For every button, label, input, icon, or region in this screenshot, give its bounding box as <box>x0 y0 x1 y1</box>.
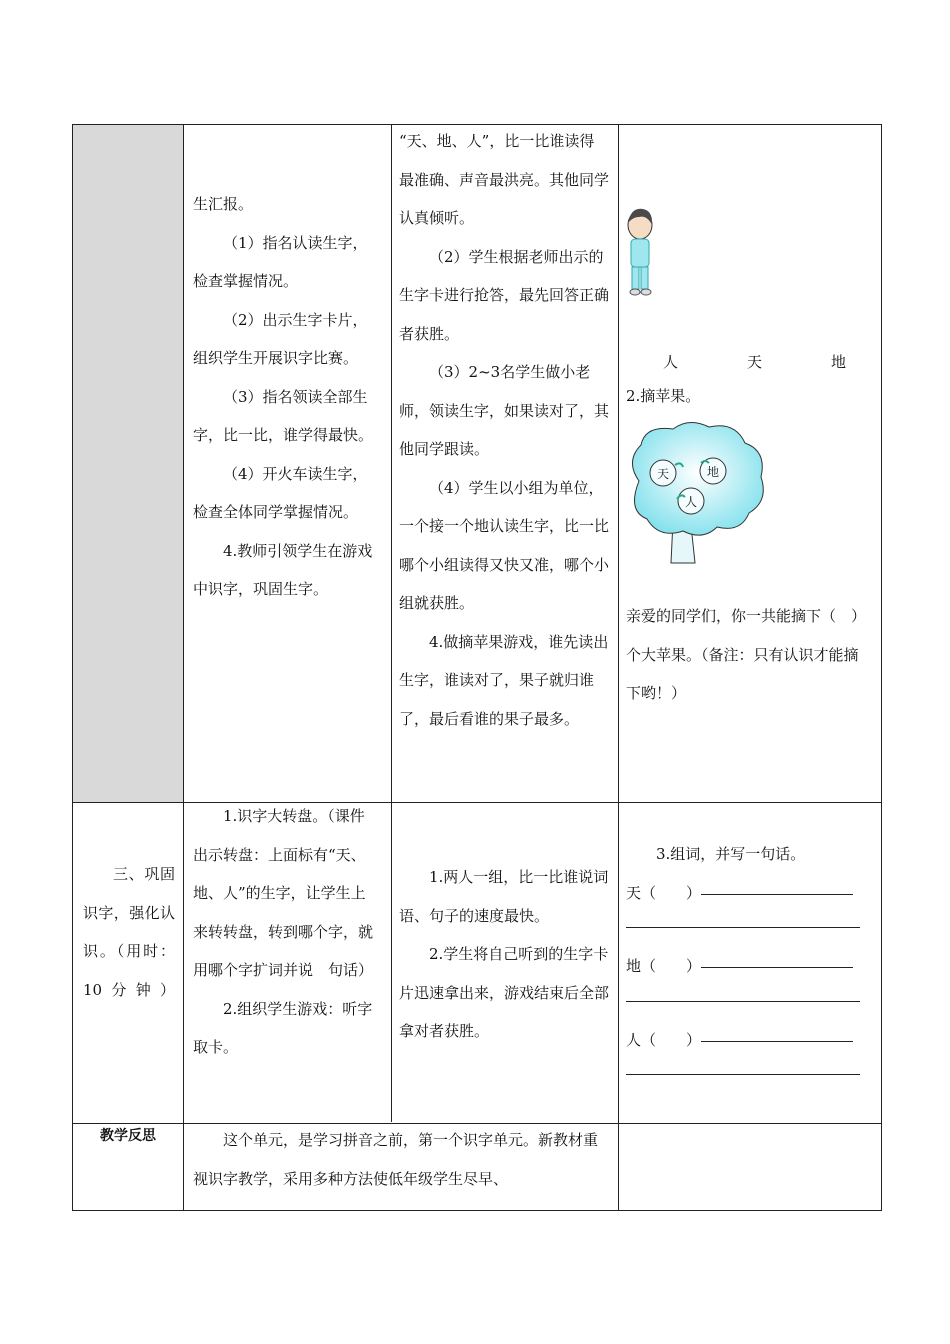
answer-line <box>626 926 860 928</box>
exercise-title: 3.组词，并写一句话。 <box>656 845 806 863</box>
text-paragraph: 1.识字大转盘。（课件出示转盘：上面标有“天、地、人”的生字，让学生上来转转盘，转到哪个字，就用哪个字扩词并说 句话） <box>193 807 374 979</box>
text-paragraph: 2.组织学生游戏：听字取卡。 <box>193 999 373 1056</box>
item-label: 天（ ） <box>626 883 702 902</box>
apple-tree-illustration <box>625 421 769 566</box>
char-row <box>626 343 876 382</box>
text-paragraph: 1.两人一组，比一比谁说词语、句子的速度最快。 <box>399 868 609 925</box>
text-paragraph: 2.学生将自己听到的生字卡片迅速拿出来，游戏结束后全部拿对者获胜。 <box>399 945 610 1040</box>
apple-char: 天 <box>656 467 670 481</box>
item-label: 地（ ） <box>626 957 702 975</box>
label-column-shade <box>73 125 183 802</box>
text-paragraph: “天、地、人”，比一比谁读得最准确、声音最洪亮。其他同学认真倾听。 <box>399 132 610 227</box>
text-paragraph: （4）开火车读生字，检查全体同学掌握情况。 <box>193 464 368 521</box>
exercise-item <box>626 874 866 913</box>
column-divider <box>183 125 184 1210</box>
char-label: 地 <box>830 353 846 371</box>
text-paragraph: （3）指名领读全部生字，比一比，谁学得最快。 <box>193 387 374 444</box>
reflection-label: 教学反思 <box>100 1128 156 1144</box>
item-label: 人（ ） <box>626 1030 702 1049</box>
teacher-activity-cell-2 <box>193 797 379 1067</box>
exercise-item <box>626 947 866 986</box>
text-paragraph: （1）指名认读生字，检查掌握情况。 <box>193 233 368 290</box>
stage-text: 三、巩固识字，强化认识。（用时：10分钟） <box>83 865 175 999</box>
char-label: 天 <box>746 353 762 371</box>
student-activity-cell-2 <box>399 858 609 1051</box>
apple-char: 人 <box>684 495 698 509</box>
text-paragraph: （4）学生以小组为单位，一个接一个地认读生字，比一比哪个小组读得又快又准，哪个小组就获胜。 <box>399 478 610 612</box>
word-exercise-cell <box>626 835 866 1075</box>
column-divider <box>618 125 619 1210</box>
apple-note: 亲爱的同学们，你一共能摘下（ ）个大苹果。（备注：只有认识才能摘下哟！） <box>626 607 867 702</box>
text-line: 生汇报。 <box>193 195 254 213</box>
answer-line <box>626 1000 860 1002</box>
text-paragraph: （3）2~3名学生做小老师，领读生字，如果读对了，其他同学跟读。 <box>399 363 610 458</box>
apple-char: 地 <box>706 465 720 479</box>
lesson-plan-table <box>72 124 882 1211</box>
stage-label <box>83 855 175 1009</box>
exercise-item <box>626 1021 866 1060</box>
char-label: 人 <box>663 353 679 371</box>
boy-illustration <box>625 205 655 297</box>
apple-title: 2.摘苹果。 <box>626 387 701 405</box>
answer-blank <box>701 966 853 968</box>
column-divider <box>391 125 392 1122</box>
text-paragraph: （2）出示生字卡片，组织学生开展识字比赛。 <box>193 310 368 367</box>
text-paragraph: 4.教师引领学生在游戏中识字，巩固生字。 <box>193 541 373 598</box>
student-activity-cell <box>399 122 609 738</box>
answer-line <box>626 1073 860 1075</box>
answer-blank <box>701 1040 853 1042</box>
text-paragraph: （2）学生根据老师出示的生字卡进行抢答，最先回答正确者获胜。 <box>399 247 610 343</box>
text-paragraph: 4.做摘苹果游戏，谁先读出生字，谁读对了，果子就归谁了，最后看谁的果子最多。 <box>399 632 609 728</box>
teacher-activity-cell <box>193 185 379 609</box>
reflection-text: 这个单元，是学习拼音之前，第一个识字单元。新教材重视识字教学，采用多种方法使低年级学生尽早、 <box>193 1131 599 1188</box>
answer-blank <box>701 893 853 895</box>
